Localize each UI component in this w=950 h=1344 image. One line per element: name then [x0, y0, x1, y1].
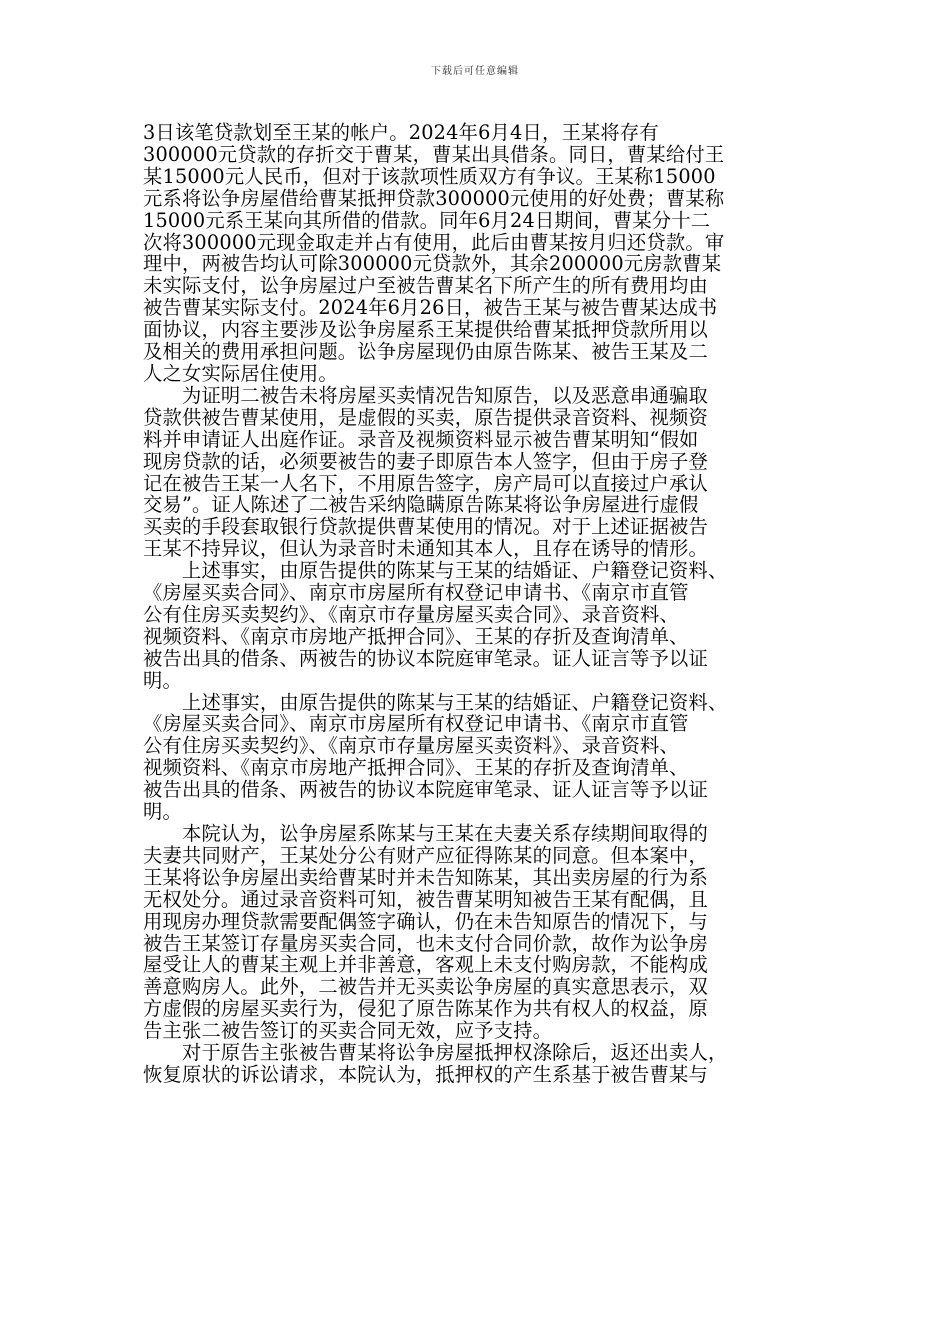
document-body: [143, 122, 813, 1086]
text-line: 视频资料、《南京市房地产抵押合同》、王某的存折及查询清单、: [143, 756, 689, 780]
text-line: 善意购房人。此外，二被告并无买卖讼争房屋的真实意思表示，双: [143, 975, 708, 999]
text-line: 被告出具的借条、两被告的协议本院庭审笔录。证人证言等予以证: [143, 646, 708, 670]
text-line: 交易”。证人陈述了二被告采纳隐瞒原告陈某将讼争房屋进行虚假: [143, 493, 699, 517]
text-line: 及相关的费用承担问题。讼争房屋现仍由原告陈某、被告王某及二: [143, 340, 708, 364]
text-line: 恢复原状的诉讼请求，本院认为，抵押权的产生系基于被告曹某与: [143, 1062, 708, 1086]
text-line: 面协议，内容主要涉及讼争房屋系王某提供给曹某抵押贷款所用以: [143, 318, 708, 342]
text-line: 明。: [143, 668, 182, 692]
text-line: 上述事实，由原告提供的陈某与王某的结婚证、户籍登记资料、: [143, 559, 728, 583]
text-line: 本院认为，讼争房屋系陈某与王某在夫妻关系存续期间取得的: [143, 822, 708, 845]
text-line: 买卖的手段套取银行贷款提供曹某使用的情况。对于上述证据被告: [143, 515, 708, 539]
text-line: 王某将讼争房屋出卖给曹某时并未告知陈某，其出卖房屋的行为系: [143, 865, 708, 889]
text-line: 明。: [143, 800, 182, 824]
text-line: 300000元贷款的存折交于曹某，曹某出具借条。同日，曹某给付王: [143, 142, 725, 166]
text-line: 现房贷款的话，必须要被告的妻子即原告本人签字，但由于房子登: [143, 449, 708, 473]
text-line: 某15000元人民币，但对于该款项性质双方有争议。王某称15000: [143, 164, 716, 188]
text-line: 公有住房买卖契约》、《南京市存量房屋买卖资料》、录音资料、: [143, 734, 680, 758]
text-line: 《房屋买卖合同》、南京市房屋所有权登记申请书、《南京市直管: [143, 581, 689, 605]
paragraph: [143, 823, 813, 1042]
text-line: 《房屋买卖合同》、南京市房屋所有权登记申请书、《南京市直管: [143, 712, 689, 736]
text-line: 未实际支付，讼争房屋过户至被告曹某名下所产生的所有费用均由: [143, 274, 708, 298]
text-line: 元系将讼争房屋借给曹某抵押贷款300000元使用的好处费；曹某称: [143, 186, 725, 210]
text-line: 次将300000元现金取走并占有使用，此后由曹某按月归还贷款。审: [143, 230, 725, 254]
text-line: 屋受让人的曹某主观上并非善意，客观上未支付购房款，不能构成: [143, 953, 708, 977]
text-line: 15000元系王某向其所借的借款。同年6月24日期间，曹某分十二: [143, 208, 711, 232]
text-line: 被告曹某实际支付。2024年6月26日，被告王某与被告曹某达成书: [143, 296, 718, 320]
paragraph: [143, 385, 813, 560]
text-line: 上述事实，由原告提供的陈某与王某的结婚证、户籍登记资料、: [143, 690, 728, 714]
text-line: 被告出具的借条、两被告的协议本院庭审笔录、证人证言等予以证: [143, 778, 708, 802]
text-line: 夫妻共同财产，王某处分公有财产应征得陈某的同意。但本案中，: [143, 843, 708, 867]
text-line: 记在被告王某一人名下，不用原告签字，房产局可以直接过户承认: [143, 471, 708, 495]
text-line: 贷款供被告曹某使用，是虚假的买卖，原告提供录音资料、视频资: [143, 405, 708, 429]
text-line: 料并申请证人出庭作证。录音及视频资料显示被告曹某明知“假如: [143, 427, 699, 451]
text-line: 视频资料、《南京市房地产抵押合同》、王某的存折及查询清单、: [143, 624, 689, 648]
text-line: 告主张二被告签订的买卖合同无效，应予支持。: [143, 1019, 553, 1043]
text-line: 被告王某签订存量房买卖合同，也未支付合同价款，故作为讼争房: [143, 931, 708, 955]
text-line: 3日该笔贷款划至王某的帐户。2024年6月4日，王某将存有: [143, 121, 659, 144]
text-line: 用现房办理贷款需要配偶签字确认，仍在未告知原告的情况下，与: [143, 909, 708, 933]
text-line: 为证明二被告未将房屋买卖情况告知原告，以及恶意串通骗取: [143, 383, 708, 407]
paragraph: [143, 122, 813, 385]
paragraph: [143, 560, 813, 691]
text-line: 公有住房买卖契约》、《南京市存量房屋买卖合同》、录音资料、: [143, 602, 680, 626]
page-header-note: 下载后可任意编辑: [431, 66, 519, 77]
text-line: 理中，两被告均认可除300000元贷款外，其余200000元房款曹某: [143, 252, 722, 276]
paragraph: [143, 692, 813, 823]
text-line: 对于原告主张被告曹某将讼争房屋抵押权涤除后，返还出卖人，: [143, 1041, 728, 1065]
text-line: 方虚假的房屋买卖行为，侵犯了原告陈某作为共有权人的权益，原: [143, 997, 708, 1021]
paragraph: [143, 1042, 813, 1086]
text-line: 王某不持异议，但认为录音时未通知其本人，且存在诱导的情形。: [143, 537, 708, 561]
text-line: 人之女实际居住使用。: [143, 361, 338, 385]
text-line: 无权处分。通过录音资料可知，被告曹某明知被告王某有配偶，且: [143, 887, 708, 911]
